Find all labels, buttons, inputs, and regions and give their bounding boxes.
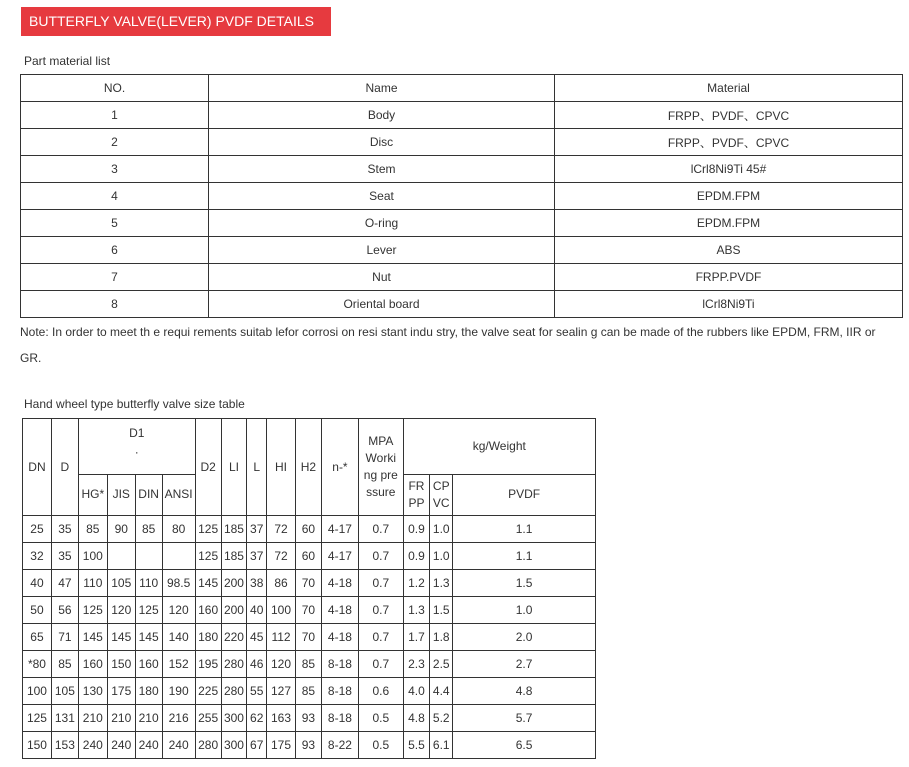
cell-n: 8-22: [321, 732, 358, 759]
cell-d2: 195: [195, 651, 221, 678]
cell-h2: 70: [295, 597, 321, 624]
cell-din: 110: [135, 570, 162, 597]
cell-d: 85: [51, 651, 78, 678]
table-row: [23, 651, 596, 678]
cell-mpa: 0.6: [359, 678, 403, 705]
cell-material: FRPP、PVDF、CPVC: [555, 102, 903, 129]
cell-frpp: 1.2: [403, 570, 430, 597]
cell-din: 240: [135, 732, 162, 759]
cell-cpvc: 1.3: [430, 570, 453, 597]
cell-hg: 130: [78, 678, 107, 705]
cell-hg: 210: [78, 705, 107, 732]
table-row: [21, 291, 903, 318]
cell-d: 153: [51, 732, 78, 759]
cell-l: 62: [247, 705, 267, 732]
cell-cpvc: 4.4: [430, 678, 453, 705]
table-row: [21, 183, 903, 210]
cell-cpvc: 1.0: [430, 516, 453, 543]
cell-li: 300: [221, 732, 247, 759]
header-l: L: [247, 419, 267, 516]
cell-dn: 32: [23, 543, 52, 570]
cell-n: 4-17: [321, 516, 358, 543]
cell-d2: 145: [195, 570, 221, 597]
header-dn: DN: [23, 419, 52, 516]
cell-h2: 70: [295, 570, 321, 597]
cell-d: 56: [51, 597, 78, 624]
cell-cpvc: 1.5: [430, 597, 453, 624]
cell-d: 71: [51, 624, 78, 651]
cell-ansi: 240: [162, 732, 195, 759]
table-row: [21, 210, 903, 237]
cell-n: 8-18: [321, 705, 358, 732]
cell-d2: 125: [195, 516, 221, 543]
cell-pvdf: 6.5: [453, 732, 596, 759]
cell-d: 105: [51, 678, 78, 705]
cell-d: 47: [51, 570, 78, 597]
table-row: [23, 543, 596, 570]
cell-frpp: 2.3: [403, 651, 430, 678]
cell-dn: 150: [23, 732, 52, 759]
cell-mpa: 0.7: [359, 570, 403, 597]
cell-dn: 50: [23, 597, 52, 624]
cell-l: 46: [247, 651, 267, 678]
cell-h2: 93: [295, 732, 321, 759]
cell-d2: 160: [195, 597, 221, 624]
table-row: [23, 570, 596, 597]
cell-d2: 280: [195, 732, 221, 759]
cell-jis: 175: [107, 678, 135, 705]
cell-pvdf: 2.7: [453, 651, 596, 678]
cell-frpp: 5.5: [403, 732, 430, 759]
size-header-row-1: [23, 419, 596, 475]
cell-din: 160: [135, 651, 162, 678]
cell-hg: 240: [78, 732, 107, 759]
cell-hi: 127: [267, 678, 296, 705]
header-ansi: ANSI: [162, 474, 195, 515]
cell-name: Lever: [209, 237, 555, 264]
sizes-caption: Hand wheel type butterfly valve size table: [24, 397, 245, 411]
table-row: [21, 129, 903, 156]
cell-l: 67: [247, 732, 267, 759]
cell-li: 280: [221, 651, 247, 678]
cell-ansi: 140: [162, 624, 195, 651]
cell-n: 4-18: [321, 624, 358, 651]
header-d1: [78, 419, 195, 475]
cell-h2: 85: [295, 651, 321, 678]
cell-frpp: 4.8: [403, 705, 430, 732]
cell-jis: 240: [107, 732, 135, 759]
cell-l: 37: [247, 516, 267, 543]
cell-hi: 72: [267, 543, 296, 570]
cell-pvdf: 5.7: [453, 705, 596, 732]
cell-li: 300: [221, 705, 247, 732]
cell-no: 2: [21, 129, 209, 156]
table-row: [21, 102, 903, 129]
cell-jis: 210: [107, 705, 135, 732]
cell-name: Nut: [209, 264, 555, 291]
cell-dn: 65: [23, 624, 52, 651]
cell-d2: 125: [195, 543, 221, 570]
cell-ansi: 98.5: [162, 570, 195, 597]
cell-li: 200: [221, 570, 247, 597]
cell-pvdf: 1.5: [453, 570, 596, 597]
cell-material: FRPP、PVDF、CPVC: [555, 129, 903, 156]
header-weight: kg/Weight: [403, 419, 595, 475]
cell-li: 280: [221, 678, 247, 705]
header-d: D: [51, 419, 78, 516]
header-h2: H2: [295, 419, 321, 516]
cell-mpa: 0.7: [359, 543, 403, 570]
cell-name: Seat: [209, 183, 555, 210]
cell-mpa: 0.7: [359, 516, 403, 543]
cell-no: 8: [21, 291, 209, 318]
cell-name: Oriental board: [209, 291, 555, 318]
cell-d2: 180: [195, 624, 221, 651]
cell-material: EPDM.FPM: [555, 183, 903, 210]
cell-dn: *80: [23, 651, 52, 678]
cell-l: 45: [247, 624, 267, 651]
cell-li: 220: [221, 624, 247, 651]
cell-n: 4-18: [321, 597, 358, 624]
header-d1-sub: ·: [134, 445, 139, 459]
header-hi: HI: [267, 419, 296, 516]
cell-name: O-ring: [209, 210, 555, 237]
cell-cpvc: 1.0: [430, 543, 453, 570]
cell-n: 4-17: [321, 543, 358, 570]
cell-n: 8-18: [321, 651, 358, 678]
header-name: Name: [209, 75, 555, 102]
header-d1-label: D1: [129, 426, 145, 440]
cell-ansi: [162, 543, 195, 570]
cell-no: 1: [21, 102, 209, 129]
cell-d2: 225: [195, 678, 221, 705]
cell-frpp: 4.0: [403, 678, 430, 705]
cell-hi: 72: [267, 516, 296, 543]
cell-mpa: 0.5: [359, 705, 403, 732]
cell-mpa: 0.5: [359, 732, 403, 759]
cell-din: 145: [135, 624, 162, 651]
cell-hg: 110: [78, 570, 107, 597]
cell-d: 131: [51, 705, 78, 732]
cell-li: 185: [221, 543, 247, 570]
cell-hi: 175: [267, 732, 296, 759]
cell-din: 125: [135, 597, 162, 624]
table-row: [21, 156, 903, 183]
table-row: [23, 516, 596, 543]
page-title: BUTTERFLY VALVE(LEVER) PVDF DETAILS: [21, 7, 331, 36]
cell-pvdf: 1.1: [453, 543, 596, 570]
cell-din: 85: [135, 516, 162, 543]
cell-frpp: 1.7: [403, 624, 430, 651]
cell-din: [135, 543, 162, 570]
cell-l: 40: [247, 597, 267, 624]
cell-l: 55: [247, 678, 267, 705]
header-cpvc: CP VC: [430, 474, 453, 515]
cell-pvdf: 4.8: [453, 678, 596, 705]
header-li: LI: [221, 419, 247, 516]
cell-d: 35: [51, 516, 78, 543]
cell-pvdf: 2.0: [453, 624, 596, 651]
cell-cpvc: 6.1: [430, 732, 453, 759]
cell-l: 38: [247, 570, 267, 597]
cell-material: lCrl8Ni9Ti: [555, 291, 903, 318]
cell-cpvc: 5.2: [430, 705, 453, 732]
cell-no: 6: [21, 237, 209, 264]
header-pvdf: PVDF: [453, 474, 596, 515]
cell-hi: 86: [267, 570, 296, 597]
cell-ansi: 190: [162, 678, 195, 705]
cell-frpp: 0.9: [403, 516, 430, 543]
cell-l: 37: [247, 543, 267, 570]
cell-no: 4: [21, 183, 209, 210]
cell-hi: 112: [267, 624, 296, 651]
cell-dn: 25: [23, 516, 52, 543]
cell-cpvc: 2.5: [430, 651, 453, 678]
table-row: [23, 678, 596, 705]
cell-pvdf: 1.1: [453, 516, 596, 543]
table-row: [23, 705, 596, 732]
cell-hi: 120: [267, 651, 296, 678]
cell-h2: 85: [295, 678, 321, 705]
cell-name: Body: [209, 102, 555, 129]
table-row: [23, 624, 596, 651]
cell-jis: 145: [107, 624, 135, 651]
cell-n: 8-18: [321, 678, 358, 705]
header-jis: JIS: [107, 474, 135, 515]
cell-no: 7: [21, 264, 209, 291]
cell-din: 180: [135, 678, 162, 705]
parts-caption: Part material list: [24, 54, 111, 68]
cell-mpa: 0.7: [359, 651, 403, 678]
note-text: Note: In order to meet th e requi rements suitab lefor corrosi on resi stant indu stry, the valve seat for sealin g can be made of the rubbers like EPDM, FRM, IIR or GR.: [20, 325, 876, 365]
cell-li: 200: [221, 597, 247, 624]
cell-hg: 100: [78, 543, 107, 570]
cell-name: Disc: [209, 129, 555, 156]
cell-d: 35: [51, 543, 78, 570]
cell-no: 5: [21, 210, 209, 237]
cell-material: lCrl8Ni9Ti 45#: [555, 156, 903, 183]
cell-hg: 160: [78, 651, 107, 678]
header-mpa: MPA Worki ng pre ssure: [359, 419, 403, 516]
cell-li: 185: [221, 516, 247, 543]
header-hg: HG*: [78, 474, 107, 515]
cell-h2: 60: [295, 543, 321, 570]
table-row: [23, 732, 596, 759]
cell-hi: 163: [267, 705, 296, 732]
cell-name: Stem: [209, 156, 555, 183]
cell-h2: 70: [295, 624, 321, 651]
cell-ansi: 216: [162, 705, 195, 732]
cell-material: ABS: [555, 237, 903, 264]
header-n: n-*: [321, 419, 358, 516]
table-row: [21, 237, 903, 264]
cell-jis: 150: [107, 651, 135, 678]
cell-frpp: 1.3: [403, 597, 430, 624]
cell-ansi: 120: [162, 597, 195, 624]
cell-material: EPDM.FPM: [555, 210, 903, 237]
cell-ansi: 80: [162, 516, 195, 543]
cell-cpvc: 1.8: [430, 624, 453, 651]
table-header-row: [21, 75, 903, 102]
header-d2: D2: [195, 419, 221, 516]
cell-dn: 100: [23, 678, 52, 705]
header-no: NO.: [21, 75, 209, 102]
cell-n: 4-18: [321, 570, 358, 597]
cell-h2: 60: [295, 516, 321, 543]
cell-jis: 120: [107, 597, 135, 624]
header-din: DIN: [135, 474, 162, 515]
cell-no: 3: [21, 156, 209, 183]
cell-frpp: 0.9: [403, 543, 430, 570]
header-frpp: FR PP: [403, 474, 430, 515]
table-row: [23, 597, 596, 624]
cell-dn: 40: [23, 570, 52, 597]
cell-d2: 255: [195, 705, 221, 732]
cell-hg: 85: [78, 516, 107, 543]
part-material-table: [20, 74, 903, 318]
header-material: Material: [555, 75, 903, 102]
cell-mpa: 0.7: [359, 624, 403, 651]
cell-hi: 100: [267, 597, 296, 624]
cell-pvdf: 1.0: [453, 597, 596, 624]
cell-hg: 125: [78, 597, 107, 624]
cell-hg: 145: [78, 624, 107, 651]
cell-mpa: 0.7: [359, 597, 403, 624]
cell-jis: [107, 543, 135, 570]
table-row: [21, 264, 903, 291]
cell-ansi: 152: [162, 651, 195, 678]
cell-dn: 125: [23, 705, 52, 732]
cell-jis: 90: [107, 516, 135, 543]
cell-din: 210: [135, 705, 162, 732]
cell-h2: 93: [295, 705, 321, 732]
cell-material: FRPP.PVDF: [555, 264, 903, 291]
cell-jis: 105: [107, 570, 135, 597]
size-table: [22, 418, 596, 759]
